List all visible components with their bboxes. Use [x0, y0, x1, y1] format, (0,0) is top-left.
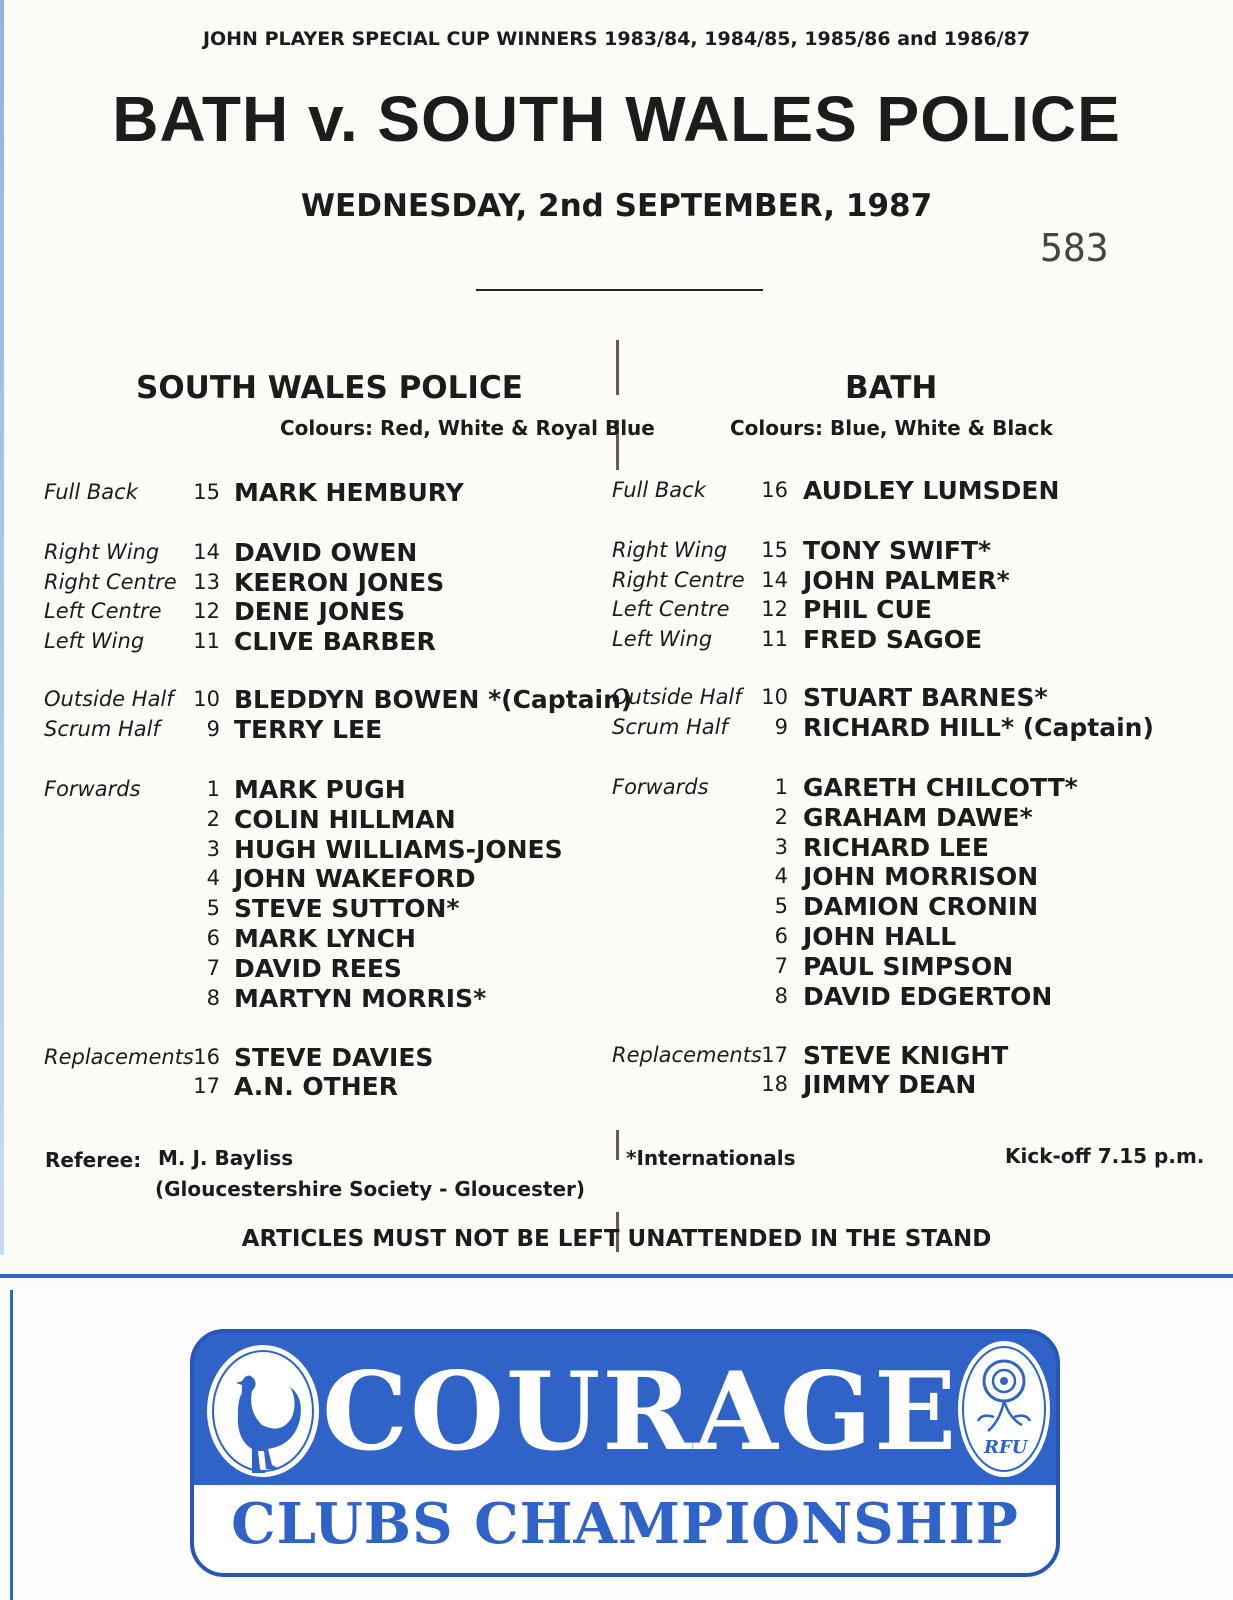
home-player-name: DAVID REES	[234, 954, 402, 983]
away-team-name: BATH	[845, 370, 938, 406]
away-position-label: Left Centre	[612, 597, 730, 621]
away-position-label: Replacements	[612, 1043, 762, 1067]
away-team-colours: Colours: Blue, White & Black	[730, 416, 1053, 440]
home-player-name: BLEDDYN BOWEN *(Captain)	[234, 685, 633, 714]
away-player-name: FRED SAGOE	[803, 625, 983, 654]
internationals-note: *Internationals	[626, 1146, 796, 1170]
home-shirt-number: 16	[193, 1045, 220, 1069]
home-position-label: Replacements	[44, 1045, 194, 1069]
away-position-label: Forwards	[612, 775, 709, 799]
away-player-name: STUART BARNES*	[803, 683, 1048, 712]
home-player-name: STEVE DAVIES	[234, 1043, 434, 1072]
home-shirt-number: 11	[193, 629, 220, 653]
programme-number: 583	[1040, 226, 1109, 270]
away-shirt-number: 6	[774, 924, 788, 948]
home-player-name: MARTYN MORRIS*	[234, 984, 487, 1013]
home-shirt-number: 10	[193, 687, 220, 711]
away-position-label: Outside Half	[612, 685, 742, 709]
match-title: BATH v. SOUTH WALES POLICE	[112, 83, 1121, 155]
away-shirt-number: 17	[761, 1043, 788, 1067]
away-shirt-number: 16	[761, 478, 788, 502]
away-player-name: GARETH CHILCOTT*	[803, 773, 1078, 802]
cockerel-icon	[202, 1341, 324, 1481]
home-player-name: MARK HEMBURY	[234, 478, 464, 507]
away-position-label: Right Centre	[612, 568, 745, 592]
away-shirt-number: 11	[761, 627, 788, 651]
away-position-label: Full Back	[612, 478, 706, 502]
away-shirt-number: 5	[774, 894, 788, 918]
away-player-name: AUDLEY LUMSDEN	[803, 476, 1060, 505]
home-shirt-number: 5	[206, 896, 220, 920]
home-shirt-number: 13	[193, 570, 220, 594]
referee-label: Referee:	[45, 1148, 142, 1172]
home-player-name: KEERON JONES	[234, 568, 445, 597]
away-shirt-number: 12	[761, 597, 788, 621]
home-shirt-number: 6	[206, 926, 220, 950]
away-player-name: DAMION CRONIN	[803, 892, 1039, 921]
home-player-name: TERRY LEE	[234, 715, 383, 744]
home-position-label: Left Centre	[44, 599, 162, 623]
away-player-name: GRAHAM DAWE*	[803, 803, 1033, 832]
home-shirt-number: 7	[206, 956, 220, 980]
home-shirt-number: 2	[206, 807, 220, 831]
fold-mark	[616, 1130, 619, 1160]
away-shirt-number: 7	[774, 954, 788, 978]
home-player-name: DENE JONES	[234, 597, 406, 626]
rfu-mark: RFU	[984, 1437, 1028, 1458]
advert-divider	[0, 1274, 1233, 1278]
home-player-name: DAVID OWEN	[234, 538, 418, 567]
away-shirt-number: 8	[774, 984, 788, 1008]
home-player-name: HUGH WILLIAMS-JONES	[234, 835, 563, 864]
home-shirt-number: 17	[193, 1074, 220, 1098]
home-shirt-number: 1	[206, 777, 220, 801]
referee-name: M. J. Bayliss	[158, 1146, 294, 1170]
away-shirt-number: 1	[774, 775, 788, 799]
away-player-name: PHIL CUE	[803, 595, 932, 624]
stand-warning: ARTICLES MUST NOT BE LEFT UNATTENDED IN THE STAND	[241, 1226, 992, 1252]
home-shirt-number: 12	[193, 599, 220, 623]
home-shirt-number: 15	[193, 480, 220, 504]
home-shirt-number: 8	[206, 986, 220, 1010]
away-player-name: STEVE KNIGHT	[803, 1041, 1009, 1070]
home-player-name: A.N. OTHER	[234, 1072, 398, 1101]
away-player-name: RICHARD LEE	[803, 833, 989, 862]
home-position-label: Right Centre	[44, 570, 177, 594]
courage-advert	[190, 1329, 1060, 1577]
home-player-name: MARK LYNCH	[234, 924, 416, 953]
away-shirt-number: 10	[761, 685, 788, 709]
away-shirt-number: 14	[761, 568, 788, 592]
home-position-label: Scrum Half	[44, 717, 160, 741]
home-shirt-number: 3	[206, 837, 220, 861]
away-player-name: PAUL SIMPSON	[803, 952, 1014, 981]
away-shirt-number: 2	[774, 805, 788, 829]
away-shirt-number: 4	[774, 864, 788, 888]
away-player-name: DAVID EDGERTON	[803, 982, 1053, 1011]
home-position-label: Outside Half	[44, 687, 174, 711]
fold-mark	[616, 340, 619, 395]
cup-winners-line: JOHN PLAYER SPECIAL CUP WINNERS 1983/84, 1984/85, 1985/86 and 1986/87	[202, 28, 1031, 50]
home-position-label: Left Wing	[44, 629, 145, 653]
clubs-championship-text: CLUBS CHAMPIONSHIP	[231, 1491, 1019, 1557]
home-team-name: SOUTH WALES POLICE	[136, 370, 523, 406]
rose-icon	[954, 1337, 1054, 1481]
kickoff-time: Kick-off 7.15 p.m.	[1005, 1144, 1205, 1168]
away-player-name: JOHN HALL	[803, 922, 957, 951]
referee-society: (Gloucestershire Society - Gloucester)	[155, 1177, 586, 1201]
home-team-colours: Colours: Red, White & Royal Blue	[280, 416, 655, 440]
home-player-name: CLIVE BARBER	[234, 627, 436, 656]
away-player-name: JOHN MORRISON	[803, 862, 1039, 891]
home-position-label: Right Wing	[44, 540, 160, 564]
away-position-label: Right Wing	[612, 538, 728, 562]
away-player-name: TONY SWIFT*	[803, 536, 992, 565]
home-position-label: Forwards	[44, 777, 141, 801]
home-shirt-number: 9	[206, 717, 220, 741]
home-shirt-number: 14	[193, 540, 220, 564]
home-player-name: JOHN WAKEFORD	[234, 864, 476, 893]
away-shirt-number: 3	[774, 835, 788, 859]
title-divider	[476, 289, 763, 291]
away-position-label: Scrum Half	[612, 715, 728, 739]
home-player-name: COLIN HILLMAN	[234, 805, 456, 834]
home-player-name: STEVE SUTTON*	[234, 894, 460, 923]
match-date: WEDNESDAY, 2nd SEPTEMBER, 1987	[300, 188, 933, 224]
away-player-name: RICHARD HILL* (Captain)	[803, 713, 1154, 742]
home-position-label: Full Back	[44, 480, 138, 504]
away-player-name: JOHN PALMER*	[803, 566, 1010, 595]
away-shirt-number: 18	[761, 1072, 788, 1096]
away-shirt-number: 9	[774, 715, 788, 739]
away-player-name: JIMMY DEAN	[803, 1070, 977, 1099]
home-shirt-number: 4	[206, 866, 220, 890]
advert-subtitle-strip	[194, 1485, 1056, 1577]
away-shirt-number: 15	[761, 538, 788, 562]
home-player-name: MARK PUGH	[234, 775, 406, 804]
away-position-label: Left Wing	[612, 627, 713, 651]
courage-brand: COURAGE	[322, 1349, 959, 1475]
